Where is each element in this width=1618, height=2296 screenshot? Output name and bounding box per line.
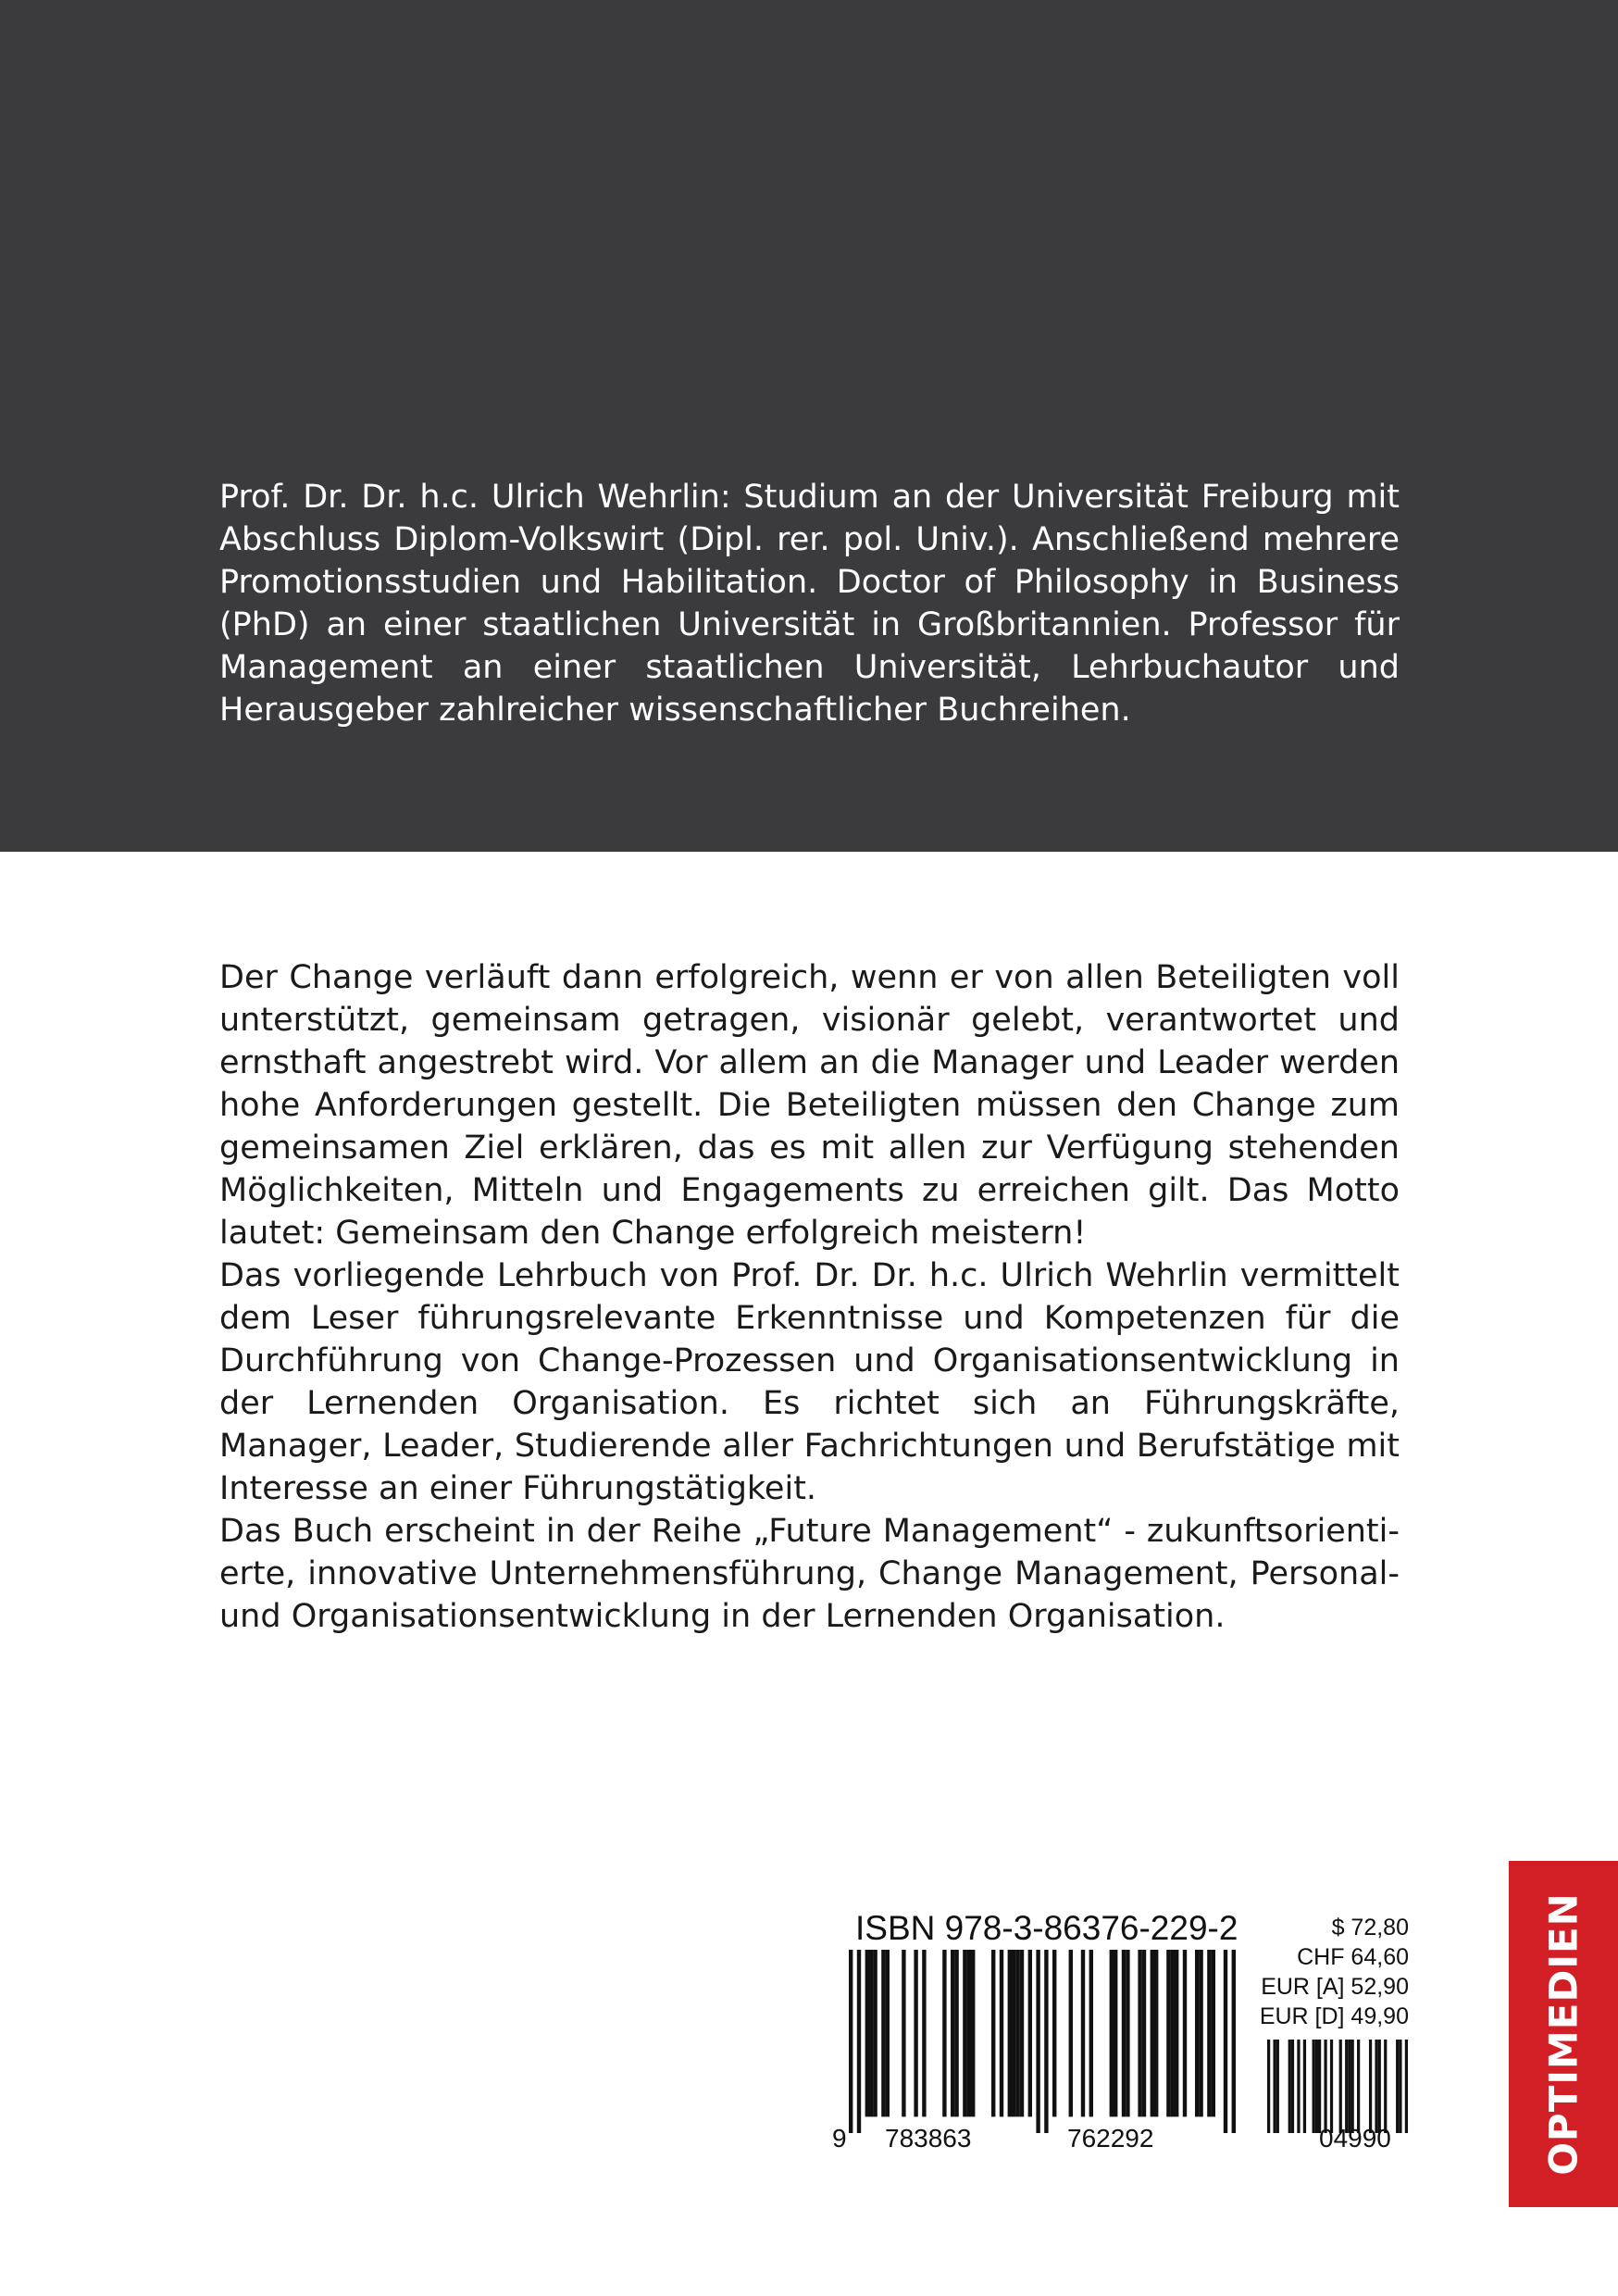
barcode-bar: [869, 1950, 873, 2116]
barcode-bar: [1036, 1950, 1039, 2133]
barcode-bar: [1195, 1950, 1199, 2116]
barcode-bar: [971, 1950, 975, 2116]
barcode-bar: [1297, 2040, 1300, 2133]
barcode-bar: [886, 1950, 890, 2116]
price-addon-barcode: [1267, 2040, 1408, 2133]
book-description: [219, 956, 1400, 1638]
barcode-bar: [1183, 1950, 1187, 2116]
barcode-bar: [1012, 1950, 1015, 2116]
barcode-bar: [1151, 1950, 1154, 2116]
barcode-bar: [1142, 1950, 1146, 2116]
isbn-label: ISBN 978-3-86376-229-2: [855, 1909, 1238, 1947]
barcode-bar: [1267, 2040, 1270, 2133]
description-paragraph-2: Das vorliegende Lehrbuch von Prof. Dr. Dr. h.c. Ulrich Wehrlin vermittelt dem Leser führungsrelevante Erkenntnisse und Kompetenzen für die Durchführung von Change-Prozessen und Organisationsentwicklung in der Lernenden Organisation. Es richtet sich an Führungskräfte, Manager, Leader, Studierende aller Fachrichtungen und Berufstätige mit Interesse an einer Führungstätigkeit.: [219, 1257, 1400, 1507]
barcode-bar: [1122, 1950, 1126, 2116]
barcode-bar: [914, 1950, 917, 2116]
barcode-bar: [1199, 1950, 1202, 2116]
barcode-bar: [1339, 2040, 1342, 2133]
barcode-bar: [963, 1950, 966, 2116]
barcode-bar: [1171, 1950, 1175, 2116]
barcode-bar: [1324, 2040, 1326, 2133]
barcode-bar: [1154, 1950, 1158, 2116]
barcode-bar: [1020, 1950, 1024, 2116]
barcode-bar: [1069, 1950, 1073, 2116]
barcode-bar: [991, 1950, 995, 2116]
barcode-addon-digits: 04990: [1319, 2124, 1391, 2152]
barcode-bar: [942, 1950, 946, 2116]
barcode-bar: [1081, 1950, 1085, 2116]
barcode-bar: [857, 1950, 861, 2133]
barcode-bar: [881, 1950, 885, 2116]
price-list: [1259, 1913, 1409, 2031]
barcode-bar: [849, 1950, 853, 2133]
publisher-tab: [1509, 1861, 1618, 2207]
barcode-bar: [1276, 2040, 1279, 2133]
barcode-bar: [1175, 1950, 1178, 2116]
price-chf: CHF 64,60: [1297, 1944, 1409, 1970]
barcode-bar: [1207, 1950, 1211, 2116]
barcode-bar: [951, 1950, 954, 2116]
barcode-digits-right: 762292: [1067, 2124, 1154, 2152]
barcode-bar: [1089, 1950, 1093, 2116]
barcode-bar: [1303, 2040, 1306, 2133]
barcode-bar: [1015, 1950, 1019, 2116]
barcode-bar: [1399, 2040, 1401, 2133]
barcode-bar: [1345, 2040, 1348, 2133]
barcode-bar: [1348, 2040, 1350, 2133]
barcode-bar: [865, 1950, 869, 2116]
barcode-bar: [1313, 2040, 1315, 2133]
author-bio: Prof. Dr. Dr. h.c. Ulrich Wehrlin: Studium an der Universität Freiburg mit Abschluss Diplom-Volkswirt (Dipl. rer. pol. Univ.). Anschließend mehrere Promotionsstudien und Habilitation. Doctor of Philosophy in Business (PhD) an einer staatlichen Universität in Großbritannien. Professor für Management an einer staatlichen Universität, Lehrbuchautor und Herausgeber zahlreicher wissenschaftlicher Buchreihen.: [219, 479, 1400, 729]
barcode-bar: [1405, 2040, 1408, 2133]
barcode-digit-first: 9: [832, 2124, 847, 2152]
barcode-bar: [1166, 1950, 1170, 2116]
barcode-bar: [1110, 1950, 1114, 2116]
barcode-bar: [1212, 1950, 1215, 2116]
price-usd: $ 72,80: [1331, 1915, 1409, 1940]
barcode-bar: [1008, 1950, 1012, 2116]
barcode-bar: [1315, 2040, 1318, 2133]
barcode-bar: [902, 1950, 905, 2116]
barcode-bar: [922, 1950, 926, 2116]
barcode-bar: [1044, 1950, 1048, 2133]
price-eur-d: EUR [D] 49,90: [1259, 2003, 1409, 2029]
barcode-bar: [1318, 2040, 1321, 2133]
barcode-bar: [1288, 2040, 1291, 2133]
barcode-bar: [1114, 1950, 1117, 2116]
barcode-bar: [1375, 2040, 1377, 2133]
barcode-bar: [1052, 1950, 1056, 2116]
barcode-bar: [967, 1950, 971, 2116]
barcode-bar: [1000, 1950, 1003, 2116]
publisher-logo: OPTIMEDIEN: [1540, 1892, 1587, 2176]
barcode-bar: [1330, 2040, 1333, 2133]
barcode-bar: [1351, 2040, 1354, 2133]
barcode-bar: [1232, 1950, 1236, 2133]
barcode-bar: [1138, 1950, 1141, 2116]
barcode-bar: [1224, 1950, 1227, 2133]
barcode-digits-left: 783863: [885, 2124, 972, 2152]
barcode-bar: [873, 1950, 877, 2116]
barcode-bar: [1291, 2040, 1294, 2133]
description-paragraph-1: Der Change verläuft dann erfolgreich, wenn er von allen Beteiligten voll unterstützt, gemeinsam getragen, visionär gelebt, verantwortet und ernsthaft angestrebt wird. Vor allem an die Manager und Leader werden hohe Anforderungen gestellt. Die Beteiligten müssen den Change zum gemeinsamen Ziel erklären, das es mit allen zur Verfügung stehenden Möglichkeiten, Mitteln und Engagements zu erreichen gilt. Das Motto lautet: Gemeinsam den Change erfolgreich meistern!: [219, 959, 1400, 1252]
author-panel: [0, 0, 1618, 852]
price-eur-a: EUR [A] 52,90: [1261, 1974, 1409, 2000]
barcode-bar: [1273, 2040, 1276, 2133]
barcode-bar: [1357, 2040, 1360, 2133]
description-paragraph-3: Das Buch erscheint in der Reihe „Future Management“ - zukunftsorientierte, innovative Unternehmensführung, Change Management, Personal- und Organisationsentwicklung in der Lernenden Organisation.: [219, 1513, 1400, 1635]
barcode-bar: [1126, 1950, 1129, 2116]
isbn-barcode: [849, 1950, 1236, 2133]
barcode-bar: [1028, 1950, 1032, 2116]
barcode-bar: [954, 1950, 958, 2116]
barcode-bar: [1384, 2040, 1387, 2133]
barcode-bar: [1378, 2040, 1381, 2133]
barcode-bar: [1396, 2040, 1399, 2133]
barcode-bar: [1369, 2040, 1372, 2133]
